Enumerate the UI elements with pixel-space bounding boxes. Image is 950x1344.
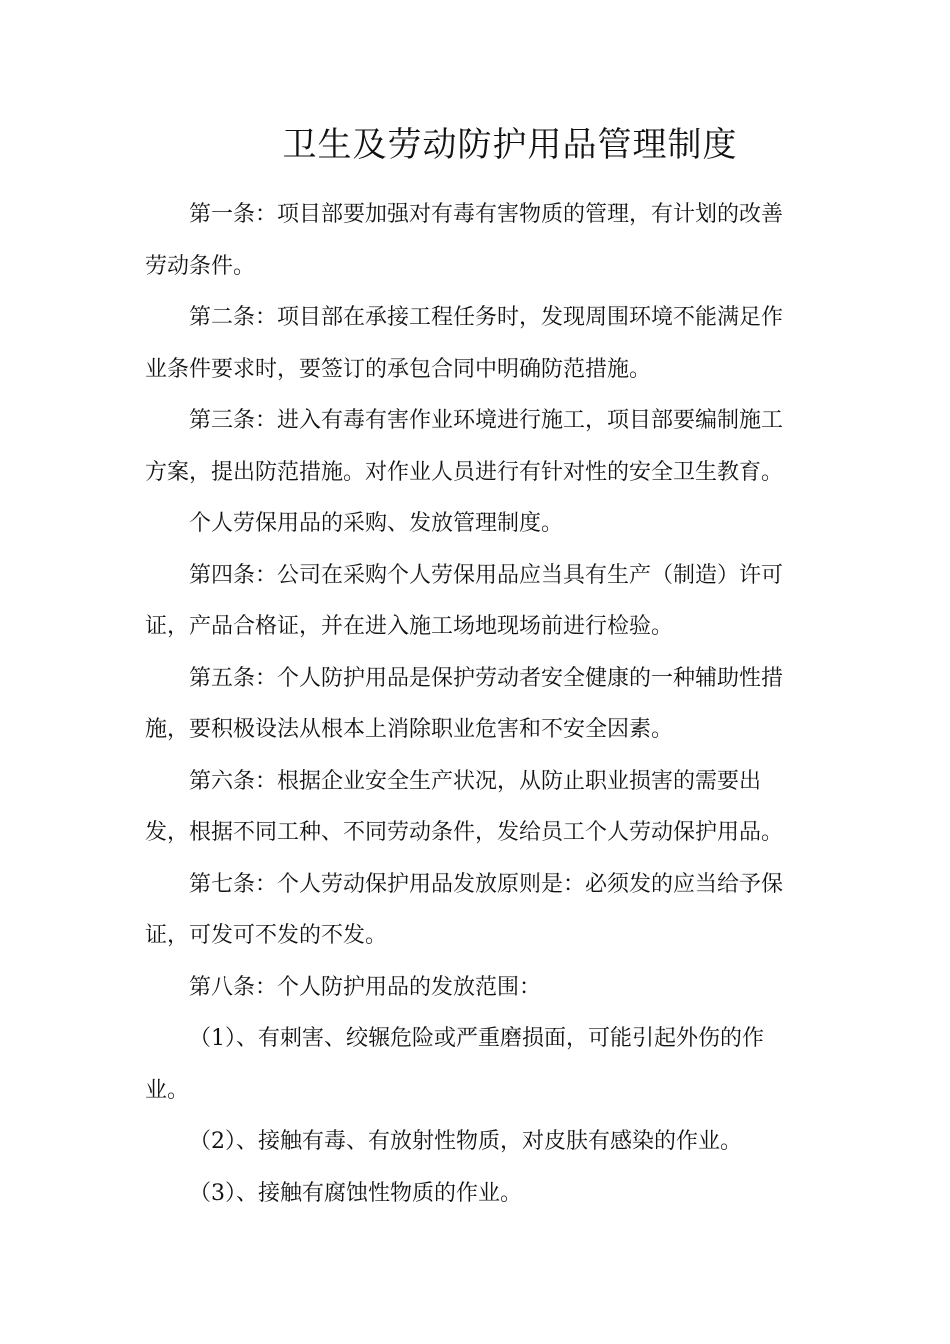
paragraph-article-7: 第七条：个人劳动保护用品发放原则是：必须发的应当给予保证，可发可不发的不发。 bbox=[145, 871, 784, 948]
paragraph-article-8: 第八条：个人防护用品的发放范围： bbox=[189, 974, 542, 1000]
paragraph-article-4: 第四条：公司在采购个人劳保用品应当具有生产（制造）许可证，产品合格证，并在进入施工场地现场前进行检验。 bbox=[145, 562, 784, 639]
paragraph-article-6: 第六条：根据企业安全生产状况，从防止职业损害的需要出发，根据不同工种、不同劳动条件，发给员工个人劳动保护用品。 bbox=[145, 768, 784, 845]
paragraph-article-3: 第三条：进入有毒有害作业环境进行施工，项目部要编制施工方案，提出防范措施。对作业人员进行有针对性的安全卫生教育。 bbox=[145, 408, 784, 485]
paragraph-article-2: 第二条：项目部在承接工程任务时，发现周围环境不能满足作业条件要求时，要签订的承包合同中明确防范措施。 bbox=[145, 305, 784, 382]
paragraph-article-1: 第一条：项目部要加强对有毒有害物质的管理，有计划的改善劳动条件。 bbox=[145, 202, 784, 279]
paragraph-article-5: 第五条：个人防护用品是保护劳动者安全健康的一种辅助性措施，要积极设法从根本上消除职业危害和不安全因素。 bbox=[145, 665, 784, 742]
list-item-3: （3）、接触有腐蚀性物质的作业。 bbox=[189, 1180, 522, 1206]
list-item-1: （1）、有刺害、绞辗危险或严重磨损面，可能引起外伤的作业。 bbox=[145, 1026, 764, 1103]
list-item-2: （2）、接触有毒、有放射性物质，对皮肤有感染的作业。 bbox=[189, 1129, 742, 1154]
document-body bbox=[145, 189, 795, 1219]
paragraph-section-heading: 个人劳保用品的采购、发放管理制度。 bbox=[189, 511, 564, 536]
document-title: 卫生及劳动防护用品管理制度 bbox=[282, 125, 738, 165]
